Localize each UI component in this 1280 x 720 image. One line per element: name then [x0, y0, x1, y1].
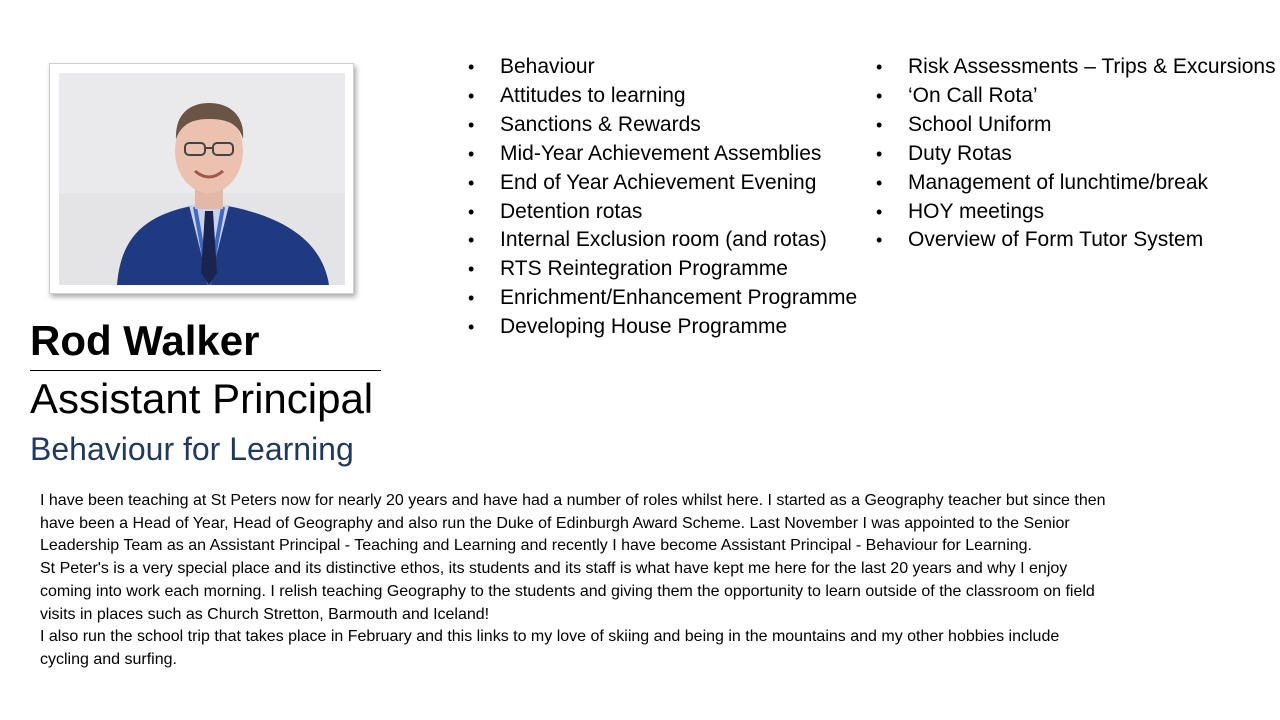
- list-item: • Duty Rotas: [876, 140, 1276, 169]
- list-item: • Detention rotas: [468, 198, 857, 227]
- bio-paragraph: I also run the school trip that takes place in February and this links to my love of skiing and being in the mountains and my other hobbies include cycling and surfing.: [40, 628, 1060, 668]
- list-item: • Developing House Programme: [468, 313, 857, 342]
- bio-paragraph: St Peter's is a very special place and its distinctive ethos, its students and its staff is what have kept me here for the last 20 years and why I enjoy coming into work each morning. I relish teaching Geography to the students and giving them the opportunity to learn outside of the classroom on field visits in places such as Church Stretton, Barmouth and Iceland!: [40, 560, 1095, 623]
- bio-paragraph: I have been teaching at St Peters now for nearly 20 years and have had a number of roles whilst here. I started as a Geography teacher but since then have been a Head of Year, Head of Geography and also run the Duke of Edinburgh Award Scheme. Last November I was appointed to the Senior Leadership Team as an Assistant Principal - Teaching and Learning and recently I have become Assistant Principal - Behaviour for Learning.: [40, 492, 1106, 555]
- list-item: • Attitudes to learning: [468, 82, 857, 111]
- list-item: • Sanctions & Rewards: [468, 111, 857, 140]
- list-item: • ‘On Call Rota’: [876, 82, 1276, 111]
- list-item: • Behaviour: [468, 53, 857, 82]
- responsibilities-list-left: [468, 53, 857, 342]
- list-item: • Management of lunchtime/break: [876, 169, 1276, 198]
- responsibilities-list-right: [876, 53, 1276, 255]
- profile-name: Rod Walker: [30, 317, 260, 364]
- list-item: • Internal Exclusion room (and rotas): [468, 226, 857, 255]
- profile-role: Assistant Principal: [30, 375, 374, 422]
- list-item: • RTS Reintegration Programme: [468, 255, 857, 284]
- profile-department: Behaviour for Learning: [30, 431, 354, 467]
- list-item: • Risk Assessments – Trips & Excursions: [876, 53, 1276, 82]
- list-item: • Overview of Form Tutor System: [876, 226, 1276, 255]
- profile-photo-frame: [49, 63, 354, 294]
- name-divider: [30, 370, 381, 371]
- profile-photo: [59, 73, 345, 285]
- list-item: • Enrichment/Enhancement Programme: [468, 284, 857, 313]
- list-item: • Mid-Year Achievement Assemblies: [468, 140, 857, 169]
- portrait-illustration: [59, 73, 345, 285]
- list-item: • HOY meetings: [876, 198, 1276, 227]
- biography: [40, 490, 1110, 672]
- list-item: • End of Year Achievement Evening: [468, 169, 857, 198]
- list-item: • School Uniform: [876, 111, 1276, 140]
